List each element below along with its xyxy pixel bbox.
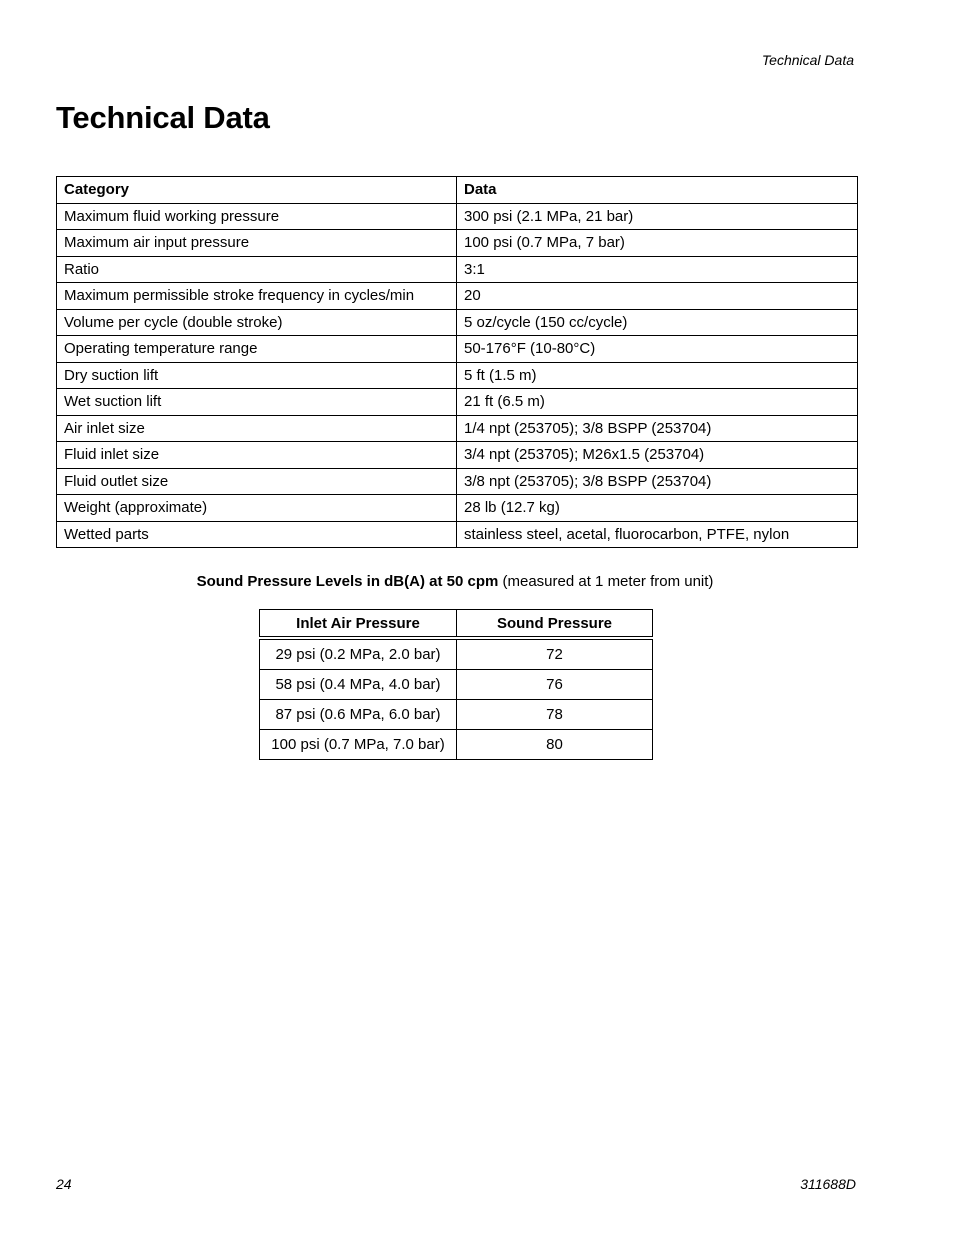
category-cell: Wetted parts [57,521,457,548]
category-cell: Maximum air input pressure [57,230,457,257]
document-number: 311688D [800,1176,856,1192]
table-row [260,670,653,700]
category-cell: Dry suction lift [57,362,457,389]
table-row [57,415,858,442]
inlet-pressure-cell: 29 psi (0.2 MPa, 2.0 bar) [260,638,457,670]
inlet-pressure-cell: 58 psi (0.4 MPa, 4.0 bar) [260,670,457,700]
table-row [57,309,858,336]
table-row [260,638,653,670]
category-cell: Ratio [57,256,457,283]
technical-data-table [56,176,858,548]
table-row [57,256,858,283]
data-cell: 100 psi (0.7 MPa, 7 bar) [457,230,858,257]
table-row [57,362,858,389]
category-cell: Fluid outlet size [57,468,457,495]
table-row [260,730,653,760]
category-cell: Wet suction lift [57,389,457,416]
category-cell: Weight (approximate) [57,495,457,522]
table-row [57,336,858,363]
data-cell: 3/4 npt (253705); M26x1.5 (253704) [457,442,858,469]
data-cell: stainless steel, acetal, fluorocarbon, PTFE, nylon [457,521,858,548]
table-row [57,442,858,469]
table-row [57,389,858,416]
column-header-data: Data [457,177,858,204]
page-title: Technical Data [56,100,270,135]
sound-pressure-cell: 76 [457,670,653,700]
category-cell: Volume per cycle (double stroke) [57,309,457,336]
sound-pressure-caption [0,573,910,590]
category-cell: Fluid inlet size [57,442,457,469]
data-cell: 28 lb (12.7 kg) [457,495,858,522]
category-cell: Air inlet size [57,415,457,442]
table-row [260,700,653,730]
sound-caption-title: Sound Pressure Levels in dB(A) at 50 cpm [196,573,499,590]
sound-caption-note: (measured at 1 meter from unit) [498,573,714,590]
inlet-pressure-cell: 87 psi (0.6 MPa, 6.0 bar) [260,700,457,730]
data-cell: 300 psi (2.1 MPa, 21 bar) [457,203,858,230]
table-row [57,283,858,310]
page-number: 24 [56,1176,72,1192]
data-cell: 1/4 npt (253705); 3/8 BSPP (253704) [457,415,858,442]
table-row [57,203,858,230]
data-cell: 5 ft (1.5 m) [457,362,858,389]
sound-pressure-cell: 80 [457,730,653,760]
category-cell: Maximum fluid working pressure [57,203,457,230]
table-header-row [57,177,858,204]
sound-pressure-cell: 72 [457,638,653,670]
data-cell: 3/8 npt (253705); 3/8 BSPP (253704) [457,468,858,495]
running-header: Technical Data [761,52,854,68]
data-cell: 50-176°F (10-80°C) [457,336,858,363]
data-cell: 21 ft (6.5 m) [457,389,858,416]
category-cell: Maximum permissible stroke frequency in cycles/min [57,283,457,310]
sound-pressure-table [259,609,653,760]
table-row [57,468,858,495]
table-row [57,495,858,522]
column-header-category: Category [57,177,457,204]
data-cell: 3:1 [457,256,858,283]
data-cell: 5 oz/cycle (150 cc/cycle) [457,309,858,336]
table-row [57,521,858,548]
data-cell: 20 [457,283,858,310]
column-header-sound-pressure: Sound Pressure [457,610,653,639]
table-row [57,230,858,257]
inlet-pressure-cell: 100 psi (0.7 MPa, 7.0 bar) [260,730,457,760]
category-cell: Operating temperature range [57,336,457,363]
table-header-row [260,610,653,639]
sound-pressure-cell: 78 [457,700,653,730]
column-header-inlet-air-pressure: Inlet Air Pressure [260,610,457,639]
